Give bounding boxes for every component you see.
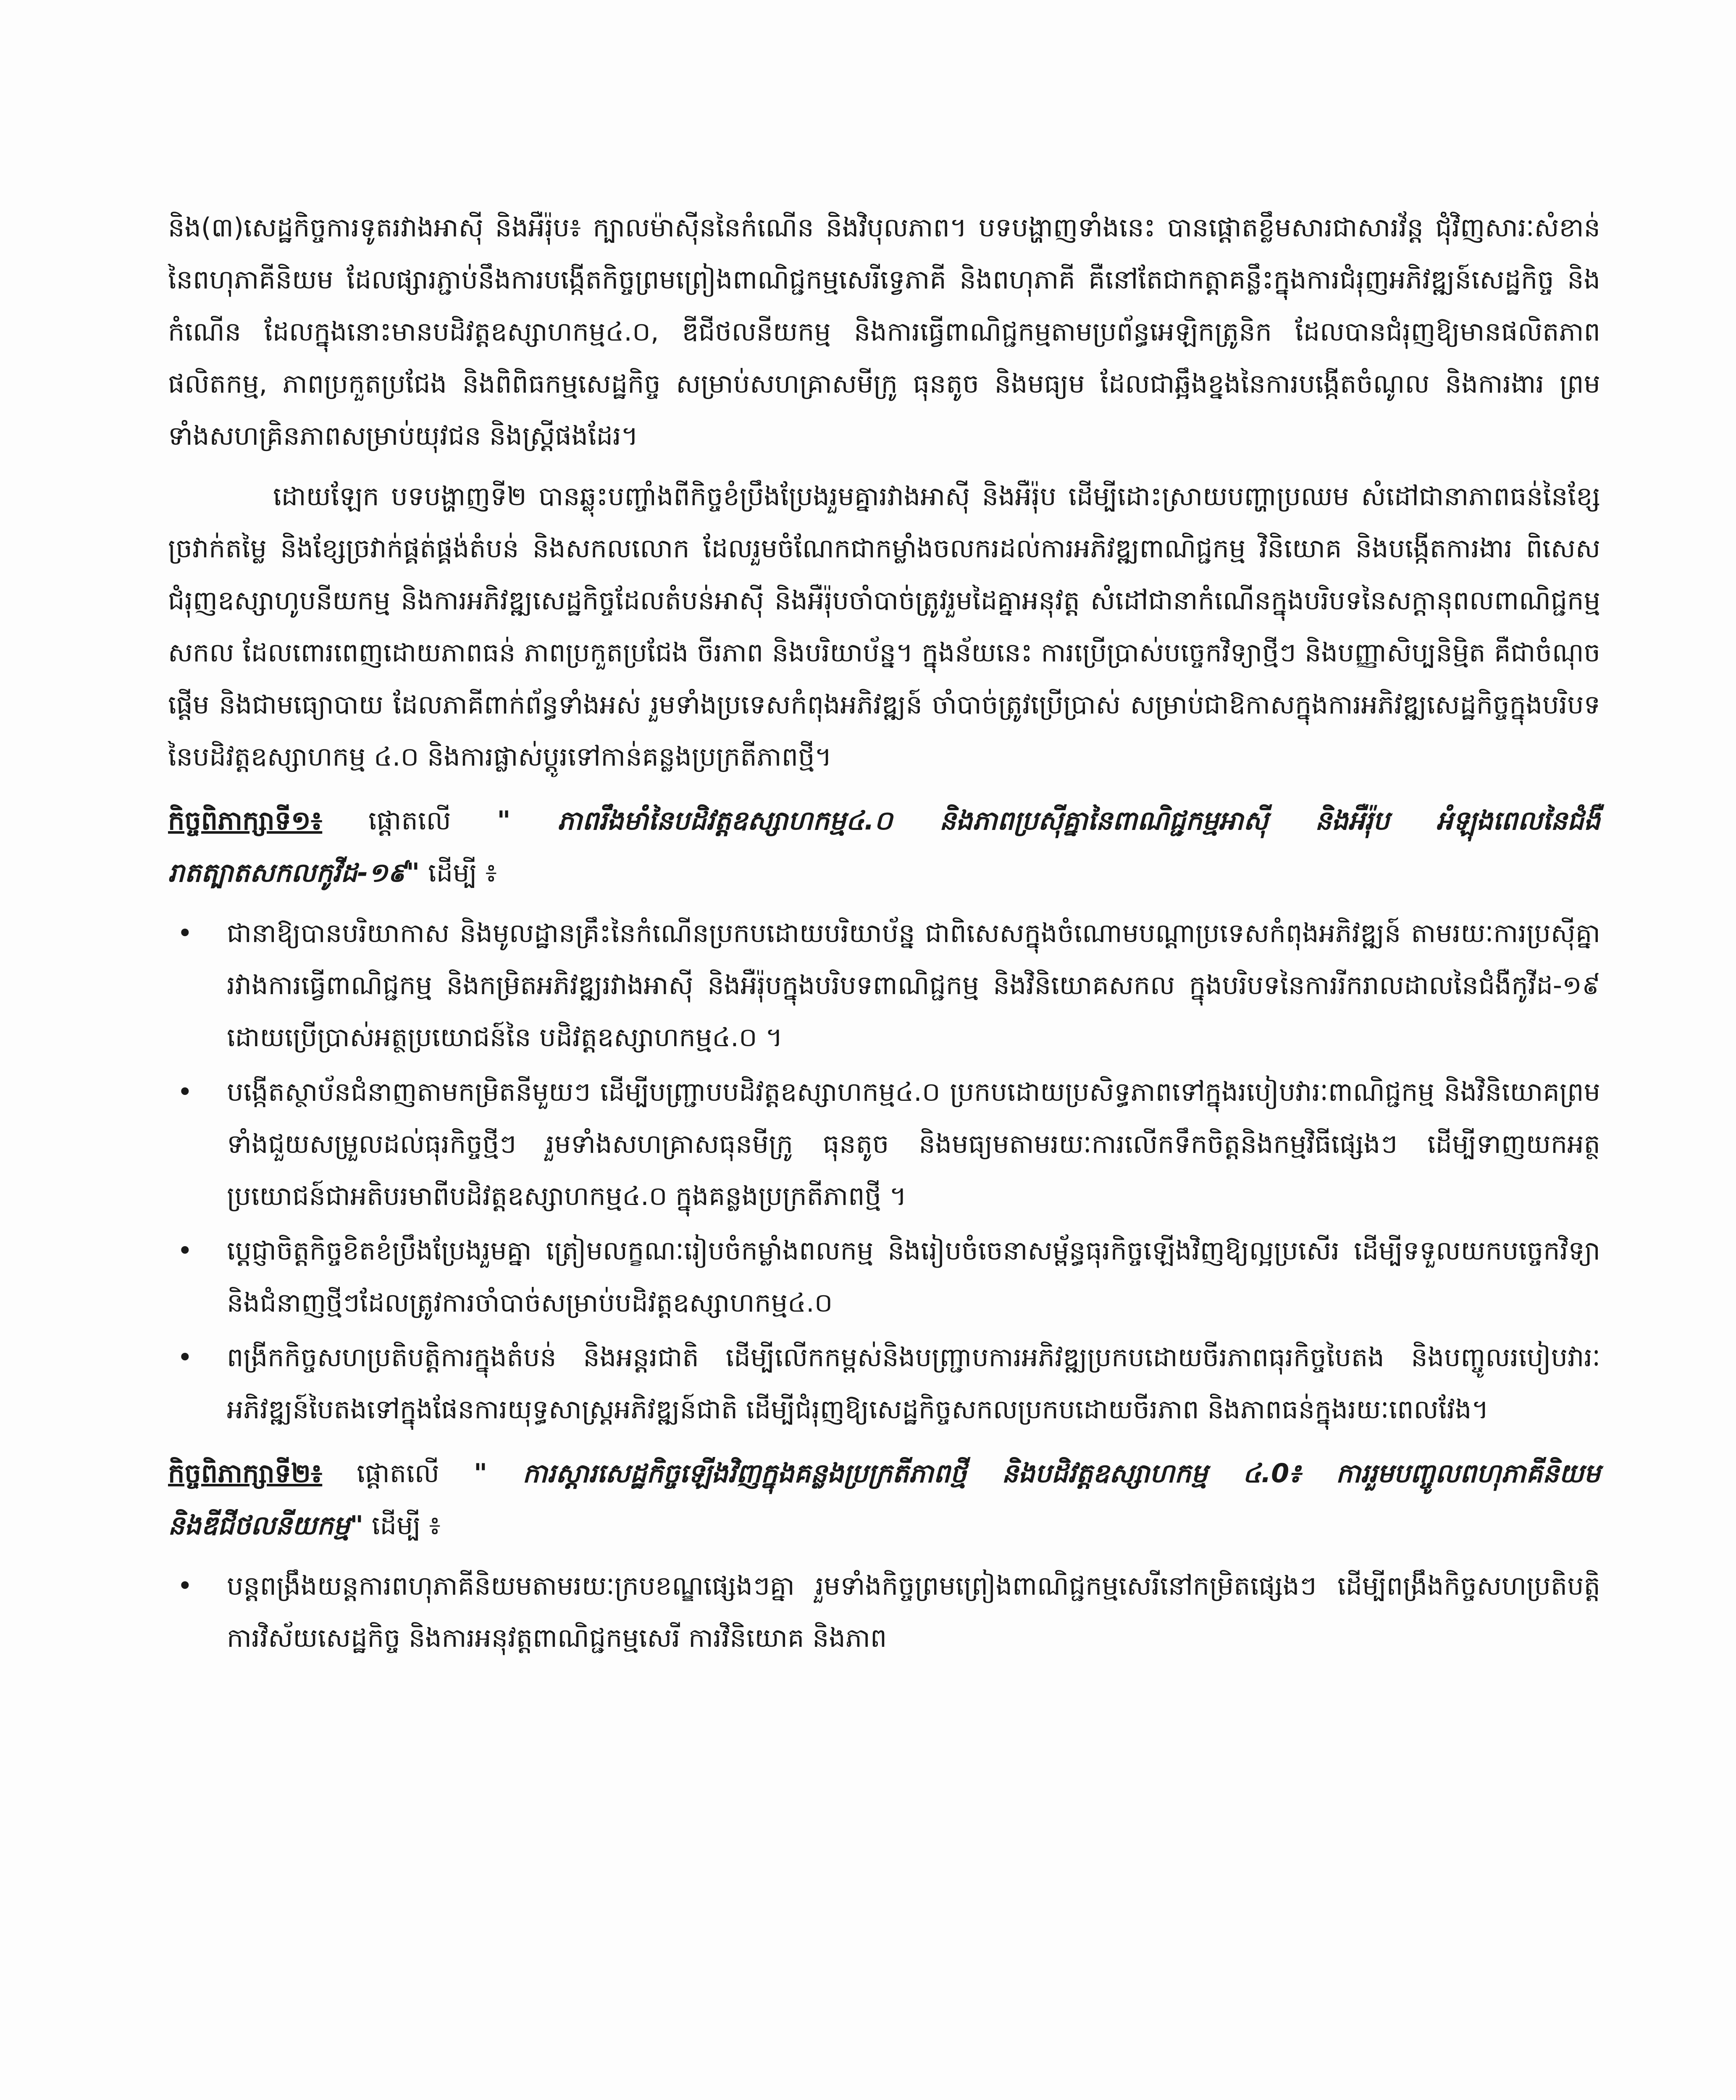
bullet-icon: • (177, 1342, 193, 1373)
session-1-lead: ផ្តោតលើ (322, 805, 497, 836)
list-item-text: ប្តេជ្ញាចិត្តកិច្ចខិតខំប្រឹងប្រែងរួមគ្នា ត្រៀមលក្ខណៈរៀបចំកម្លាំងពលកម្ម និងរៀបចំចេនាសម្ព័ន្ធធុរកិច្ចឡើងវិញឱ្យល្អប្រសើរ ដើម្បីទទួលយកបច្ចេកវិទ្យា និងជំនាញថ្មីៗដែលត្រូវការចាំបាច់សម្រាប់បដិវត្តឧស្សាហកម្ម៤.០ (227, 1235, 1600, 1318)
session-2-tail: ដើម្បី ៖ (363, 1510, 441, 1541)
session-2-bullet-list (168, 1560, 1600, 1664)
session-2-label: កិច្ចពិភាក្សាទី២៖ (168, 1458, 323, 1488)
list-item (168, 1225, 1600, 1329)
bullet-icon: • (177, 918, 193, 948)
session-1-heading (168, 795, 1600, 899)
list-item-text: បង្កើតស្ថាប័នជំនាញតាមកម្រិតនីមួយៗ ដើម្បីបញ្ជ្រាបបដិវត្តឧស្សាហកម្ម៤.០ ប្រកបដោយប្រសិទ្ធភាពទៅក្នុងរបៀបវារៈពាណិជ្ជកម្ម និងវិនិយោគព្រមទាំងជួយសម្រួលដល់ធុរកិច្ចថ្មីៗ រួមទាំងសហគ្រាសធុនមីក្រូ ធុនតូច និងមធ្យមតាមរយៈការលើកទឹកចិត្តនិងកម្មវិធីផ្សេងៗ ដើម្បីទាញយកអត្ថប្រយោជន៍ជាអតិបរមាពីបដិវត្តឧស្សាហកម្ម៤.០ ក្នុងគន្លងប្រក្រតីភាពថ្មី ។ (227, 1076, 1600, 1211)
list-item-text: ពង្រីកកិច្ចសហប្រតិបត្តិការក្នុងតំបន់ និងអន្តរជាតិ ដើម្បីលើកកម្ពស់និងបញ្ជ្រាបការអភិវឌ្ឍប្រកបដោយចីរភាពធុរកិច្ចបៃតង និងបញ្ចូលរបៀបវារៈអភិវឌ្ឍន៍បៃតងទៅក្នុងផែនការយុទ្ធសាស្ត្រអភិវឌ្ឍន៍ជាតិ ដើម្បីជំរុញឱ្យសេដ្ឋកិច្ចសកលប្រកបដោយចីរភាព និងភាពធន់ក្នុងរយៈពេលវែង។ (227, 1342, 1600, 1425)
bullet-icon: • (177, 1235, 193, 1266)
list-item (168, 1066, 1600, 1222)
session-2-heading (168, 1447, 1600, 1551)
document-body (168, 202, 1600, 1672)
intro-paragraph-1: និង(៣)សេដ្ឋកិច្ចការទូតរវាងអាស៊ី និងអឺរ៉ុប៖ ក្បាលម៉ាស៊ីននៃកំណើន និងវិបុលភាព។ បទបង្ហាញទាំងនេះ បានផ្តោតខ្លឹមសារជាសារវ័ន្ត ជុំវិញសារៈសំខាន់នៃពហុភាគីនិយម ដែលផ្សារភ្ជាប់នឹងការបង្កើតកិច្ចព្រមព្រៀងពាណិជ្ជកម្មសេរីទ្វេភាគី និងពហុភាគី គឺនៅតែជាកត្តាគន្លឹះក្នុងការជំរុញអភិវឌ្ឍន៍សេដ្ឋកិច្ច និងកំណើន ដែលក្នុងនោះមានបដិវត្តឧស្សាហកម្ម៤.០, ឌីជីថលនីយកម្ម និងការធ្វើពាណិជ្ជកម្មតាមប្រព័ន្ធអេឡិកត្រូនិក ដែលបានជំរុញឱ្យមានផលិតភាពផលិតកម្ម, ភាពប្រកួតប្រជែង និងពិពិធកម្មសេដ្ឋកិច្ច សម្រាប់សហគ្រាសមីក្រូ ធុនតូច និងមធ្យម ដែលជាឆ្អឹងខ្នងនៃការបង្កើតចំណូល និងការងារ ព្រមទាំងសហគ្រិនភាពសម្រាប់យុវជន និងស្ត្រីផងដែរ។ (168, 212, 1600, 451)
session-1-title: " ភាពរឹងមាំនៃបដិវត្តឧស្សាហកម្ម៤.០ និងភាពប្រស៊ីគ្នានៃពាណិជ្ជកម្មអាស៊ី និងអឺរ៉ុប អំឡុងពេលនៃជំងឺរាតត្បាតសកលកូវីដ-១៩" (168, 805, 1600, 888)
session-1-tail: ដើម្បី ៖ (420, 857, 497, 888)
list-item (168, 907, 1600, 1063)
intro-paragraph-2: ដោយឡែក បទបង្ហាញទី២ បានឆ្លុះបញ្ចាំងពីកិច្ចខំប្រឹងប្រែងរួមគ្នារវាងអាស៊ី និងអឺរ៉ុប ដើម្បីដោះស្រាយបញ្ហាប្រឈម សំដៅជានាភាពធន់នៃខ្សែច្រវាក់តម្លៃ និងខ្សែច្រវាក់ផ្គត់ផ្គង់តំបន់ និងសកលលោក ដែលរួមចំណែកជាកម្លាំងចលករដល់ការអភិវឌ្ឍពាណិជ្ជកម្ម វិនិយោគ និងបង្កើតការងារ ពិសេសជំរុញឧស្សាហូបនីយកម្ម និងការអភិវឌ្ឍសេដ្ឋកិច្ចដែលតំបន់អាស៊ី និងអឺរ៉ុបចាំបាច់ត្រូវរួមដៃគ្នាអនុវត្ត សំដៅជានាកំណើនក្នុងបរិបទនៃសក្តានុពលពាណិជ្ជកម្មសកល ដែលពោរពេញដោយភាពធន់ ភាពប្រកួតប្រជែង ចីរភាព និងបរិយាប័ន្ន។ ក្នុងន័យនេះ ការប្រើប្រាស់បច្ចេកវិទ្យាថ្មីៗ និងបញ្ញាសិប្បនិម្មិត គឺជាចំណុចផ្តើម និងជាមធ្យោបាយ ដែលភាគីពាក់ព័ន្ធទាំងអស់ រួមទាំងប្រទេសកំពុងអភិវឌ្ឍន៍ ចាំបាច់ត្រូវប្រើប្រាស់ សម្រាប់ជាឱកាសក្នុងការអភិវឌ្ឍសេដ្ឋកិច្ចក្នុងបរិបទនៃបដិវត្តឧស្សាហកម្ម ៤.០ និងការផ្លាស់ប្តូរទៅកាន់គន្លងប្រក្រតីភាពថ្មី។ (168, 481, 1600, 772)
list-item-text: បន្តពង្រឹងយន្តការពហុភាគីនិយមតាមរយៈក្របខណ្ឌផ្សេងៗគ្នា រួមទាំងកិច្ចព្រមព្រៀងពាណិជ្ជកម្មសេរីនៅកម្រិតផ្សេងៗ ដើម្បីពង្រឹងកិច្ចសហប្រតិបត្តិការវិស័យសេដ្ឋកិច្ច និងការអនុវត្តពាណិជ្ជកម្មសេរី ការវិនិយោគ និងភាព (227, 1570, 1600, 1653)
session-2-title: " ការស្តារសេដ្ឋកិច្ចឡើងវិញក្នុងគន្លងប្រក្រតីភាពថ្មី និងបដិវត្តឧស្សាហកម្ម ៤.0៖ ការរួមបញ្ចូលពហុភាគីនិយម និងឌីជីថលនីយកម្ម" (168, 1458, 1601, 1541)
list-item (168, 1331, 1600, 1436)
list-item (168, 1560, 1600, 1664)
session-2-lead: ផ្តោតលើ (322, 1458, 474, 1488)
session-1-label: កិច្ចពិភាក្សាទី១៖ (168, 805, 323, 836)
session-1-bullet-list (168, 907, 1600, 1436)
list-item-text: ជានាឱ្យបានបរិយាកាស និងមូលដ្ឋានគ្រឹះនៃកំណើនប្រកបដោយបរិយាប័ន្ន ជាពិសេសក្នុងចំណោមបណ្តាប្រទេសកំពុងអភិវឌ្ឍន៍ តាមរយៈការប្រស៊ីគ្នារវាងការធ្វើពាណិជ្ជកម្ម និងកម្រិតអភិវឌ្ឍរវាងអាស៊ី និងអឺរ៉ុបក្នុងបរិបទពាណិជ្ជកម្ម និងវិនិយោគសកល ក្នុងបរិបទនៃការរីករាលដាលនៃជំងឺកូវីដ-១៩ ដោយប្រើប្រាស់អត្ថប្រយោជន៍នៃ បដិវត្តឧស្សាហកម្ម៤.០ ។ (227, 918, 1600, 1053)
bullet-icon: • (177, 1076, 193, 1107)
bullet-icon: • (177, 1570, 193, 1601)
